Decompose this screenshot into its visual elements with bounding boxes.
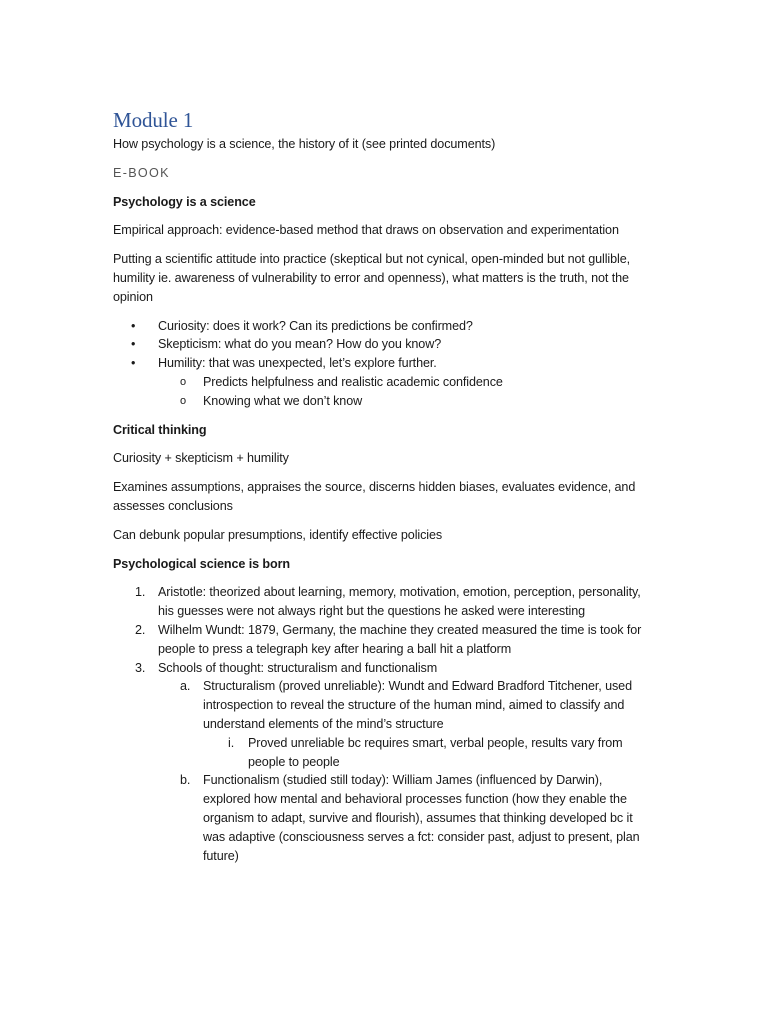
- numbered-item-text: Wilhelm Wundt: 1879, Germany, the machine they created measured the time is took for people to press a telegraph key after hearing a ball hit a platform: [158, 622, 642, 656]
- lettered-item: [113, 771, 653, 865]
- lettered-item-text: Functionalism (studied still today): William James (influenced by Darwin), explored how mental and behavioral processes function (how they enable the organism to adapt, survive and flourish), assumes that thinking developed bc it was adaptive (consciousness serves a fct: consider past, adjust to present, plan future): [203, 773, 640, 863]
- schools-lettered-list: [113, 677, 653, 865]
- numbered-item: [113, 621, 653, 659]
- paragraph-empirical: Empirical approach: evidence-based method that draws on observation and experimentation: [113, 223, 619, 238]
- sub-list-item: [113, 392, 653, 411]
- sub-bullet-marker: o: [180, 394, 187, 407]
- bullet-marker: •: [131, 356, 136, 371]
- letter-marker: b.: [180, 773, 191, 788]
- roman-item-text: Proved unreliable bc requires smart, verbal people, results vary from people to people: [248, 735, 623, 769]
- number-marker: 2.: [135, 622, 146, 637]
- sub-list-item-text: Predicts helpfulness and realistic academic confidence: [203, 374, 503, 389]
- list-item: [113, 317, 653, 336]
- attitude-bullet-list: [113, 317, 653, 411]
- section-heading-science: Psychology is a science: [113, 194, 256, 209]
- number-marker: 1.: [135, 585, 146, 600]
- subtitle: E-BOOK: [113, 165, 170, 180]
- numbered-item: [113, 583, 653, 621]
- number-marker: 3.: [135, 660, 146, 675]
- lettered-item: [113, 677, 653, 771]
- roman-item: [113, 734, 653, 772]
- paragraph-formula: Curiosity + skepticism + humility: [113, 451, 289, 466]
- document-body: [113, 107, 653, 875]
- paragraph-scientific-attitude: Putting a scientific attitude into practice (skeptical but not cynical, open-minded but not gullible, humility ie. awareness of vulnerability to error and openness), what matters is the truth, not the opinion: [113, 252, 631, 304]
- section-heading-history: Psychological science is born: [113, 556, 290, 571]
- list-item: [113, 335, 653, 354]
- humility-sub-list: [113, 373, 653, 411]
- sub-list-item: [113, 373, 653, 392]
- list-item-text: Humility: that was unexpected, let’s explore further.: [158, 356, 437, 371]
- list-item: [113, 354, 653, 410]
- numbered-item: [113, 659, 653, 866]
- structuralism-roman-list: [113, 734, 653, 772]
- numbered-item-text: Aristotle: theorized about learning, memory, motivation, emotion, perception, personality, his guesses were not always right but the questions he asked were interesting: [158, 585, 641, 619]
- sub-bullet-marker: o: [180, 375, 187, 388]
- page-title: Module 1: [113, 108, 194, 132]
- bullet-marker: •: [131, 337, 136, 352]
- lettered-item-text: Structuralism (proved unreliable): Wundt and Edward Bradford Titchener, used introspection to reveal the structure of the human mind, aimed to classify and understand elements of the mind’s structure: [203, 679, 632, 731]
- intro-text: How psychology is a science, the history of it (see printed documents): [113, 137, 496, 151]
- letter-marker: a.: [180, 679, 191, 694]
- section-heading-critical-thinking: Critical thinking: [113, 422, 207, 437]
- bullet-marker: •: [131, 318, 136, 333]
- numbered-item-text: Schools of thought: structuralism and functionalism: [158, 660, 438, 675]
- paragraph-examines: Examines assumptions, appraises the source, discerns hidden biases, evaluates evidence, and assesses conclusions: [113, 480, 636, 513]
- list-item-text: Skepticism: what do you mean? How do you know?: [158, 337, 442, 352]
- history-numbered-list: [113, 583, 653, 865]
- roman-marker: i.: [228, 735, 235, 750]
- sub-list-item-text: Knowing what we don’t know: [203, 393, 363, 408]
- paragraph-debunk: Can debunk popular presumptions, identify effective policies: [113, 527, 443, 542]
- list-item-text: Curiosity: does it work? Can its predictions be confirmed?: [158, 318, 473, 333]
